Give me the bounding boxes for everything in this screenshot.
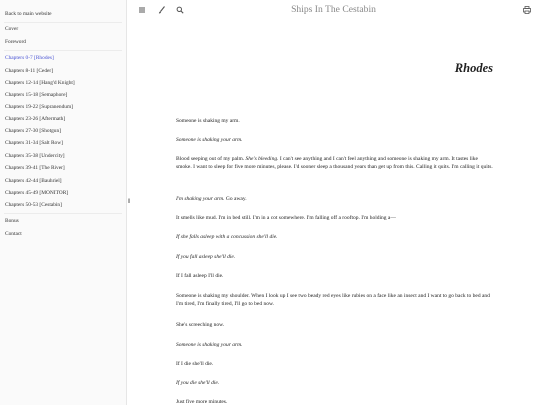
sidebar-item-chapters-42-44[interactable]: Chapters 42-44 [Bauhriel]	[5, 178, 62, 184]
sidebar-item-chapters-0-7[interactable]: Chapters 0-7 [Rhodes]	[5, 55, 54, 61]
paragraph: If she falls asleep with a concussion she'll die.	[176, 234, 278, 240]
paragraph: I'm shaking your arm. Go away.	[176, 196, 247, 202]
sidebar-divider	[4, 213, 122, 214]
sidebar-item-chapters-50-53[interactable]: Chapters 50-53 [Cestabin]	[5, 202, 62, 208]
sidebar-item-chapters-12-14[interactable]: Chapters 12-14 [Hang'd Knight]	[5, 80, 75, 86]
paragraph: If I die she'll die.	[176, 361, 214, 367]
sidebar-item-chapters-8-11[interactable]: Chapters 8-11 [Ceder]	[5, 68, 53, 74]
sidebar-collapse-handle[interactable]: ‖	[128, 199, 131, 205]
sidebar-item-cover[interactable]: Cover	[5, 26, 19, 32]
paragraph: It smells like mud. I'm in bed still. I'm in a cot somewhere. I'm falling off a rooftop. I'm holding a—	[176, 215, 396, 221]
toolbar	[127, 0, 540, 22]
sidebar-item-foreword[interactable]: Foreword	[5, 39, 26, 45]
sidebar-divider	[4, 50, 122, 51]
sidebar-item-contact[interactable]: Contact	[5, 231, 22, 237]
paragraph: Someone is shaking my arm.	[176, 118, 240, 124]
sidebar-item-chapters-31-34[interactable]: Chapters 31-34 [Salt Row]	[5, 140, 63, 146]
sidebar-item-chapters-39-41[interactable]: Chapters 39-41 [The River]	[5, 165, 65, 171]
sidebar-item-chapters-15-18[interactable]: Chapters 15-18 [Semaphore]	[5, 92, 68, 98]
sidebar-item-chapters-27-30[interactable]: Chapters 27-30 [Shotgun]	[5, 128, 61, 134]
sidebar-item-chapters-35-38[interactable]: Chapters 35-38 [Undercity]	[5, 153, 65, 159]
sidebar-item-chapters-23-26[interactable]: Chapters 23-26 [Aftermath]	[5, 116, 66, 122]
paragraph: Blood seeping out of my palm. She's bleeding. I can't see anything and I can't feel anything and someone is shaking my arm. It tastes like smoke. I want to sleep for five more minutes, please. I'd sooner sleep a thousand years than get up from this. Calling it quits. I'm calling it quits.	[176, 156, 493, 171]
sidebar-item-chapters-45-49[interactable]: Chapters 45-49 [MONITOR]	[5, 190, 69, 196]
sidebar-item-bonus[interactable]: Bonus	[5, 218, 19, 224]
paragraph: She's screeching now.	[176, 322, 225, 328]
paragraph: If you fall asleep she'll die.	[176, 254, 236, 260]
chapter-title: Rhodes	[454, 61, 493, 75]
paragraph: Someone is shaking your arm.	[176, 137, 243, 143]
paragraph: If I fall asleep I'll die.	[176, 273, 224, 279]
back-to-main-website-link[interactable]: Back to main website	[5, 11, 52, 17]
paragraph: Someone is shaking your arm.	[176, 342, 243, 348]
book-title: Ships In The Cestabin	[291, 4, 376, 15]
sidebar-item-chapters-19-22[interactable]: Chapters 19-22 [Supranendum]	[5, 104, 73, 110]
paragraph: Someone is shaking my shoulder. When I look up I see two beady red eyes like rubies on a face like an insect and I want to go back to bed and I'm tired, I'm finally tired, I'll go to bed now.	[176, 293, 490, 308]
sidebar-divider	[4, 22, 122, 23]
paragraph: If you die she'll die.	[176, 380, 220, 386]
sidebar	[0, 0, 127, 405]
paragraph: Just five more minutes.	[176, 399, 228, 405]
print-icon[interactable]	[522, 5, 532, 15]
